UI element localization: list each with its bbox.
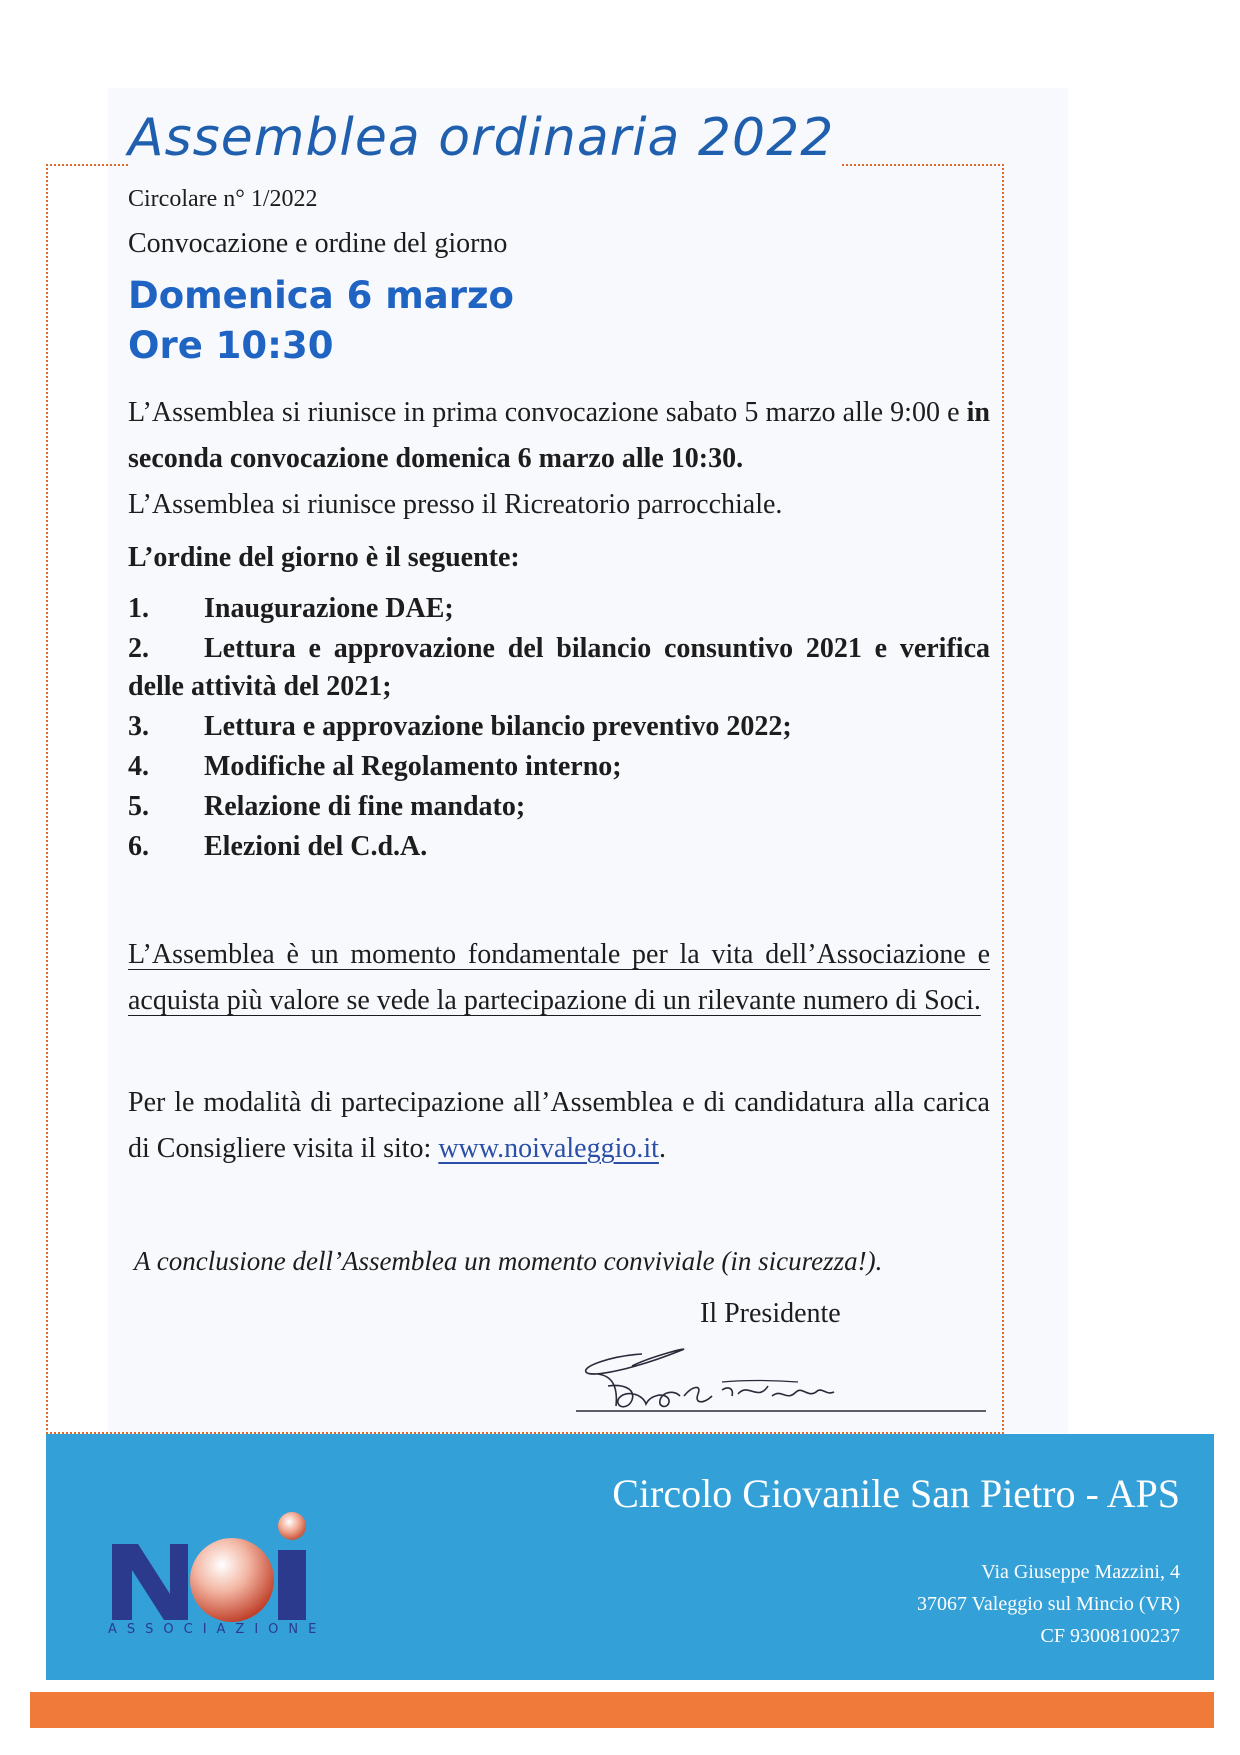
- intro-paragraph: [128, 390, 990, 528]
- website-link[interactable]: www.noivaleggio.it: [438, 1133, 659, 1164]
- address-city: 37067 Valeggio sul Mincio (VR): [917, 1593, 1180, 1615]
- agenda-item-number: 3.: [128, 711, 149, 742]
- importance-paragraph: L’Assemblea è un momento fondamentale per la vita dell’Associazione e acquista più valore se vede la partecipazione di un rilevante numero di Soci.: [128, 939, 990, 1016]
- fiscal-code: CF 93008100237: [1040, 1625, 1180, 1647]
- intro-location-text: L’Assemblea si riunisce presso il Ricreatorio parrocchiale.: [128, 489, 783, 520]
- bottom-orange-bar: [30, 1692, 1214, 1728]
- intro-bold-text: in seconda convocazione domenica 6 marzo alle 10:30.: [128, 397, 990, 474]
- noi-logo-icon: [108, 1494, 328, 1624]
- agenda-item: [128, 828, 990, 866]
- agenda-item-text: Inaugurazione DAE;: [204, 593, 454, 624]
- address-street: Via Giuseppe Mazzini, 4: [981, 1561, 1180, 1583]
- closing-note: A conclusione dell’Assemblea un momento conviviale (in sicurezza!).: [134, 1246, 883, 1276]
- agenda-item-number: 2.: [128, 633, 149, 664]
- agenda-item: [128, 630, 990, 706]
- circular-number: Circolare n° 1/2022: [128, 186, 318, 212]
- agenda-item: [128, 748, 990, 786]
- agenda-list: [128, 590, 990, 868]
- logo-caption: ASSOCIAZIONE: [108, 1622, 327, 1637]
- agenda-heading: L’ordine del giorno è il seguente:: [128, 542, 520, 573]
- agenda-item: [128, 788, 990, 826]
- agenda-item-number: 5.: [128, 791, 149, 822]
- association-address: [917, 1556, 1180, 1652]
- participation-text: Per le modalità di partecipazione all’Assemblea e di candidatura alla carica di Consigliere visita il sito:: [128, 1087, 990, 1164]
- agenda-item-number: 6.: [128, 831, 149, 862]
- footer-banner: [46, 1434, 1214, 1680]
- president-signature: [572, 1326, 992, 1416]
- agenda-item-text: Lettura e approvazione del bilancio consuntivo 2021 e verifica delle attività del 2021;: [128, 633, 990, 702]
- event-day: Domenica 6 marzo: [128, 274, 514, 317]
- agenda-item-text: Relazione di fine mandato;: [204, 791, 526, 822]
- agenda-item: [128, 708, 990, 746]
- participation-end: .: [658, 1133, 666, 1164]
- agenda-item-number: 1.: [128, 593, 149, 624]
- event-time: Ore 10:30: [128, 324, 334, 367]
- participation-paragraph: [128, 1080, 990, 1172]
- agenda-item-text: Lettura e approvazione bilancio preventivo 2022;: [204, 711, 792, 742]
- association-name: Circolo Giovanile San Pietro - APS: [612, 1471, 1180, 1516]
- agenda-item: [128, 590, 990, 628]
- intro-text: L’Assemblea si riunisce in prima convocazione sabato 5 marzo alle 9:00 e: [128, 397, 967, 428]
- agenda-item-text: Elezioni del C.d.A.: [204, 831, 428, 862]
- document-title: Assemblea ordinaria 2022: [128, 108, 842, 168]
- agenda-item-number: 4.: [128, 751, 149, 782]
- agenda-item-text: Modifiche al Regolamento interno;: [204, 751, 622, 782]
- document-subtitle: Convocazione e ordine del giorno: [128, 228, 508, 259]
- president-label: Il Presidente: [700, 1298, 841, 1329]
- association-logo: [108, 1494, 388, 1644]
